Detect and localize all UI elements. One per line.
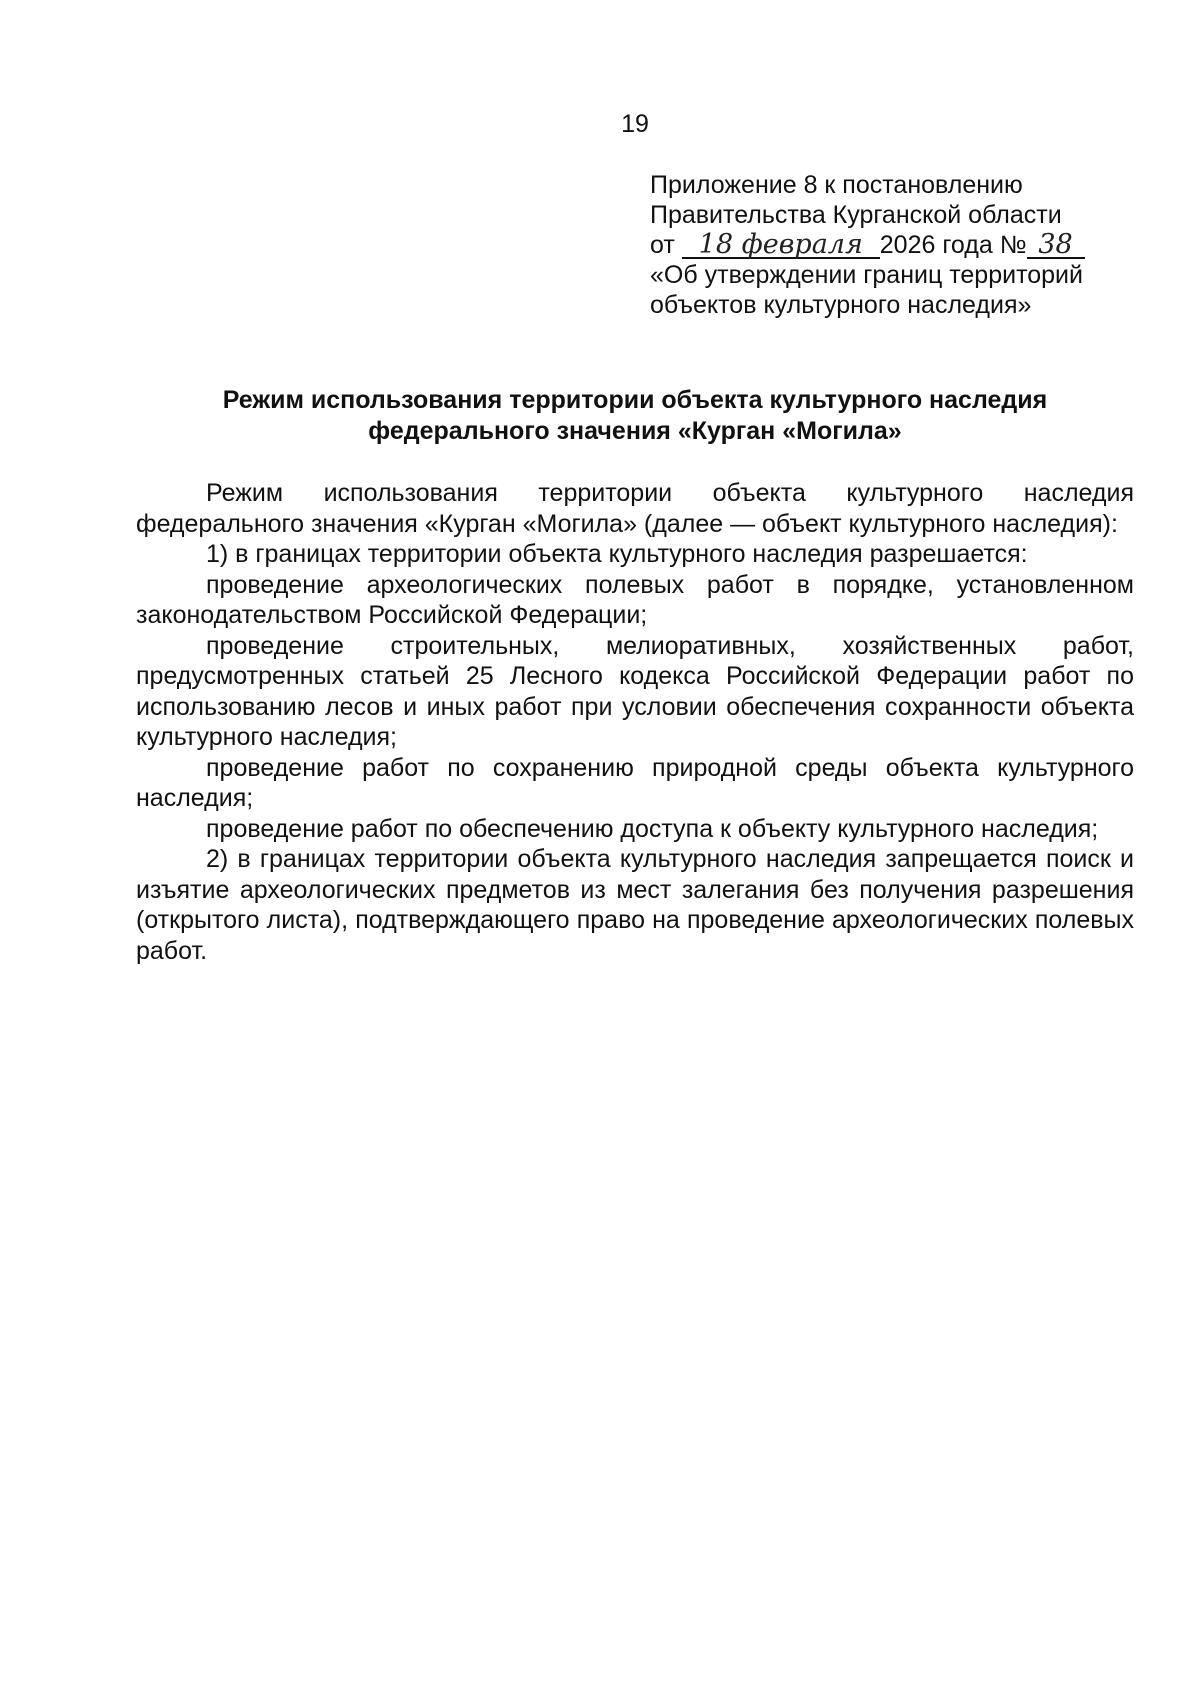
year-text: 2026 года №: [879, 231, 1027, 259]
handwritten-date: 18 февраля: [682, 233, 880, 259]
appendix-line-2: Правительства Курганской области: [650, 201, 1062, 229]
paragraph-item-1: 1) в границах территории объекта культурного наследия разрешается:: [206, 540, 1028, 568]
paragraph-construction-works: проведение строительных, мелиоративных, хозяйственных работ, предусмотренных статьей 25 Лесного кодекса Российской Федерации работ по использованию лесов и иных работ при условии обеспечения сохранности объекта культурного наследия;: [136, 631, 1134, 751]
handwritten-number: 38: [1027, 233, 1085, 259]
document-title: [135, 385, 1135, 447]
document-body: [136, 478, 1134, 966]
paragraph-access-works: проведение работ по обеспечению доступа к объекту культурного наследия;: [206, 814, 1099, 843]
appendix-line-1: Приложение 8 к постановлению: [650, 171, 1023, 199]
paragraph-item-2: 2) в границах территории объекта культурного наследия запрещается поиск и изъятие археологических предметов из мест залегания без получения разрешения (открытого листа), подтверждающего право на проведение археологических полевых работ.: [136, 845, 1134, 965]
paragraph-intro: Режим использования территории объекта культурного наследия федерального значения «Курган «Могила» (далее — объект культурного наследия):: [136, 479, 1134, 538]
appendix-header: [650, 170, 1170, 320]
paragraph-nature-preservation: проведение работ по сохранению природной среды объекта культурного наследия;: [136, 753, 1134, 812]
page-number: 19: [621, 110, 649, 138]
paragraph-archaeological-works: проведение археологических полевых работ в порядке, установленном законодательством Российской Федерации;: [136, 570, 1134, 629]
title-line-1: Режим использования территории объекта культурного наследия: [222, 386, 1048, 414]
date-prefix: от: [650, 231, 675, 259]
title-line-2: федерального значения «Курган «Могила»: [368, 417, 902, 445]
appendix-date-line: [650, 230, 1170, 260]
appendix-line-5: объектов культурного наследия»: [650, 291, 1032, 319]
appendix-line-4: «Об утверждении границ территорий: [650, 261, 1083, 289]
